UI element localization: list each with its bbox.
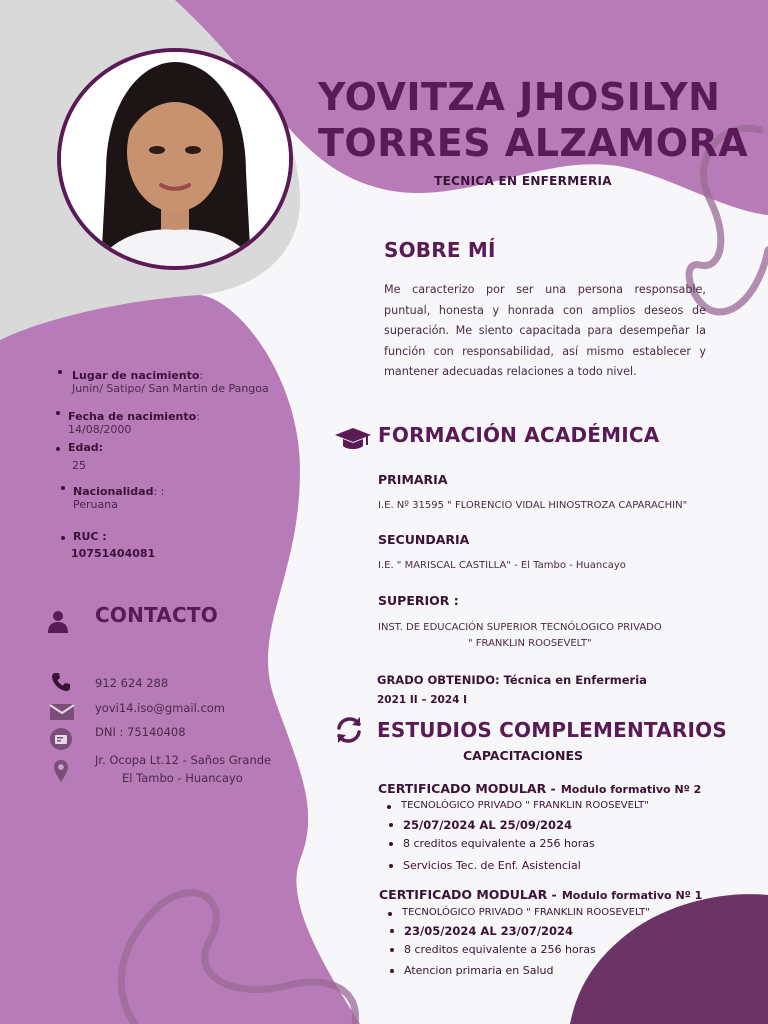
portrait-illustration: [61, 52, 289, 266]
certificate-module: Modulo formativo Nº 1: [561, 889, 703, 902]
degree-value: Técnica en Enfermeria: [503, 673, 647, 687]
nationality-label: Nacionalidad: [73, 485, 154, 498]
about-text: Me caracterizo por ser una persona responsable, puntual, honesta y honrada con amplios deseos de superación. Me siento capacitada para desempeñar la función con responsabilidad, así mismo establecer y mantener adecuadas relaciones a todo nivel.: [384, 283, 706, 378]
certificate-item: Atencion primaria en Salud: [404, 964, 554, 977]
complementary-heading: ESTUDIOS COMPLEMENTARIOS: [377, 718, 727, 742]
bullet: [58, 370, 62, 374]
nationality-suffix: : :: [153, 485, 165, 498]
refresh-icon: [334, 715, 364, 745]
superior-school-1: INST. DE EDUCACIÓN SUPERIOR TECNÓLOGICO PRIVADO: [378, 622, 662, 633]
birthdate-label: Fecha de nacimiento: [68, 410, 197, 423]
dni-text: DNI : 75140408: [95, 725, 186, 739]
birthplace-row: [72, 364, 203, 383]
graduation-cap-icon: [334, 427, 372, 453]
address-line-1: Jr. Ocopa Lt.12 - Saños Grande: [95, 753, 272, 767]
age-value: 25: [72, 459, 86, 472]
bullet: [56, 447, 60, 451]
certificate-item: 8 creditos equivalente a 256 horas: [403, 837, 595, 850]
person-icon: [47, 610, 69, 634]
profile-photo: [57, 48, 293, 270]
degree-row: [377, 673, 647, 687]
birthplace-value: Junin/ Satipo/ San Martin de Pangoa: [72, 382, 269, 395]
bullet: [56, 411, 60, 415]
certificate-module: Modulo formativo Nº 2: [560, 783, 702, 796]
ruc-value: 10751404081: [71, 547, 156, 560]
primary-school: I.E. Nº 31595 " FLORENCIO VIDAL HINOSTROZA CAPARACHIN": [378, 500, 688, 511]
birthdate-value: 14/08/2000: [68, 423, 132, 436]
phone-icon: [51, 672, 71, 692]
certificate-item: Servicios Tec. de Enf. Asistencial: [403, 859, 581, 872]
birthdate-row: [68, 405, 200, 424]
job-title: TECNICA EN ENFERMERIA: [434, 174, 612, 188]
certificate-item: 23/05/2024 AL 23/07/2024: [404, 924, 574, 938]
certificate-item: 25/07/2024 AL 25/09/2024: [403, 818, 573, 832]
certificate-title-row: [379, 884, 702, 903]
degree-period: 2021 II – 2024 I: [377, 694, 468, 706]
secondary-label: SECUNDARIA: [378, 532, 470, 547]
bullet: [61, 536, 65, 540]
birthdate-suffix: :: [196, 410, 200, 423]
full-name: YOVITZA JHOSILYN TORRES ALZAMORA: [318, 75, 749, 165]
certificate-item: TECNOLÓGICO PRIVADO " FRANKLIN ROOSEVELT": [401, 800, 649, 811]
superior-label: SUPERIOR :: [378, 593, 459, 608]
phone-text[interactable]: 912 624 288: [95, 676, 169, 690]
secondary-school: I.E. " MARISCAL CASTILLA" - El Tambo - Huancayo: [378, 560, 626, 571]
bullet: [61, 486, 65, 490]
location-icon: [53, 759, 69, 783]
certificate-title-row: [378, 778, 701, 797]
contact-heading: CONTACTO: [95, 603, 218, 627]
certificate-title: CERTIFICADO MODULAR -: [379, 887, 557, 902]
certificate-title: CERTIFICADO MODULAR -: [378, 781, 556, 796]
about-heading: SOBRE MÍ: [384, 238, 496, 262]
education-heading: FORMACIÓN ACADÉMICA: [378, 423, 660, 447]
age-label: Edad:: [68, 441, 104, 454]
email-text[interactable]: yovi14.iso@gmail.com: [95, 701, 226, 715]
id-card-icon: [49, 727, 73, 751]
birthplace-label: Lugar de nacimiento: [72, 369, 200, 382]
trainings-subheading: CAPACITACIONES: [463, 748, 584, 763]
degree-label: GRADO OBTENIDO:: [377, 673, 500, 687]
ruc-label: RUC :: [73, 530, 107, 543]
primary-label: PRIMARIA: [378, 472, 448, 487]
address-line-2: El Tambo - Huancayo: [122, 771, 243, 785]
nationality-value: Peruana: [73, 498, 118, 511]
birthplace-suffix: :: [199, 369, 204, 382]
superior-school-2: " FRANKLIN ROOSEVELT": [468, 638, 592, 649]
mail-icon: [49, 703, 75, 721]
certificate-item: TECNOLÓGICO PRIVADO " FRANKLIN ROOSEVELT": [402, 907, 650, 918]
certificate-item: 8 creditos equivalente a 256 horas: [404, 943, 596, 956]
nationality-row: [73, 480, 164, 499]
